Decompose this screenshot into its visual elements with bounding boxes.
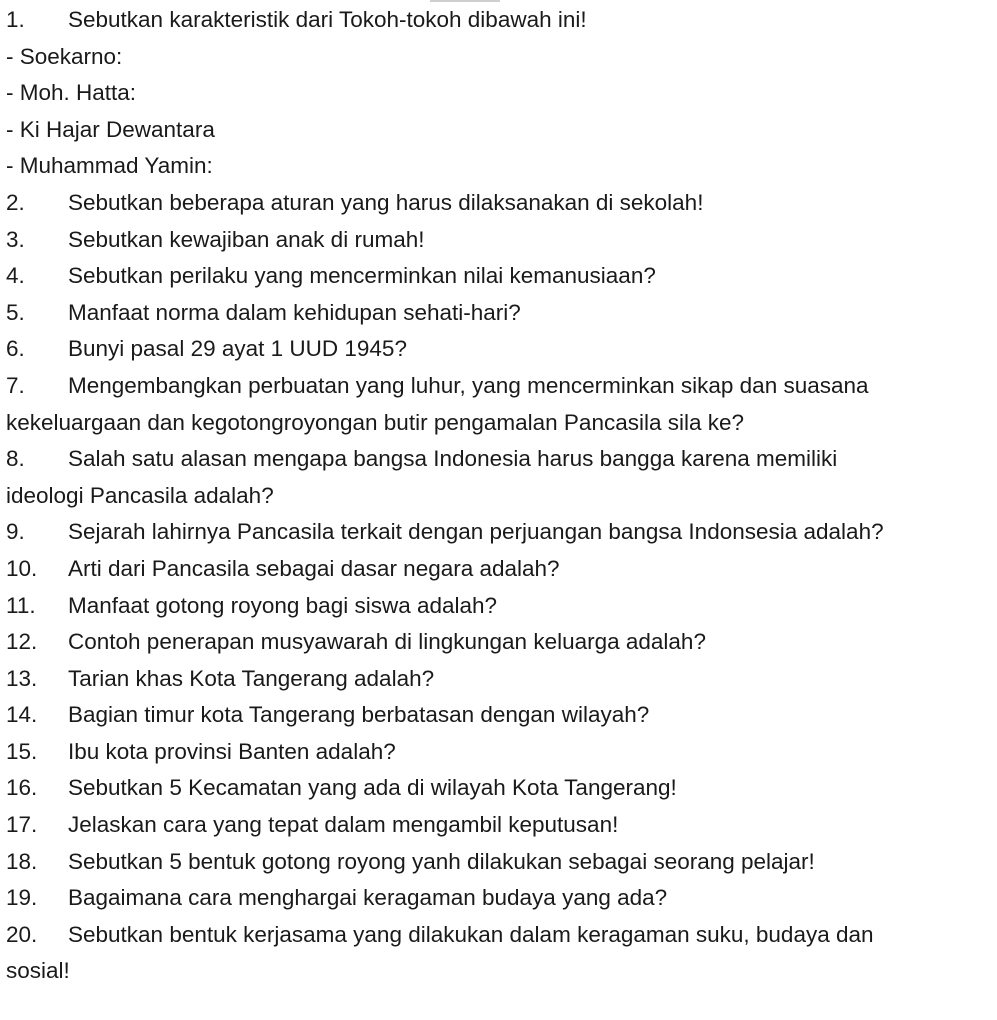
question-text: Sebutkan 5 Kecamatan yang ada di wilayah Kota Tangerang!	[68, 775, 677, 801]
question-6	[0, 331, 997, 368]
question-number: 2.	[6, 189, 25, 215]
question-text: Jelaskan cara yang tepat dalam mengambil keputusan!	[68, 812, 619, 838]
question-text: Manfaat norma dalam kehidupan sehati-hari?	[68, 299, 521, 325]
question-number: 11.	[6, 592, 36, 618]
question-number: 6.	[6, 336, 25, 362]
question-2	[0, 185, 997, 222]
question-20-continuation: sosial!	[6, 958, 70, 984]
question-number: 16.	[6, 775, 38, 801]
question-4	[0, 258, 997, 295]
figure-soekarno: - Soekarno:	[6, 43, 123, 69]
question-text: Tarian khas Kota Tangerang adalah?	[68, 665, 435, 691]
question-number: 5.	[6, 299, 25, 325]
question-18	[0, 844, 997, 881]
question-text: Sebutkan karakteristik dari Tokoh-tokoh dibawah ini!	[68, 7, 587, 32]
question-number: 4.	[6, 263, 25, 289]
question-text: Sebutkan bentuk kerjasama yang dilakukan dalam keragaman suku, budaya dan	[68, 921, 874, 947]
question-text: Sebutkan kewajiban anak di rumah!	[68, 226, 425, 252]
question-10	[0, 551, 997, 588]
question-sheet	[0, 2, 997, 990]
question-text: Contoh penerapan musyawarah di lingkungan keluarga adalah?	[68, 629, 706, 655]
question-text: Sebutkan beberapa aturan yang harus dilaksanakan di sekolah!	[68, 189, 704, 215]
question-number: 15.	[6, 738, 38, 764]
figure-ki-hajar-dewantara: - Ki Hajar Dewantara	[6, 116, 215, 142]
question-20	[0, 917, 997, 954]
question-number: 13.	[6, 665, 38, 691]
question-number: 20.	[6, 921, 38, 947]
question-15	[0, 734, 997, 771]
question-number: 10.	[6, 555, 38, 581]
question-11	[0, 588, 997, 625]
question-5	[0, 295, 997, 332]
question-number: 19.	[6, 885, 38, 911]
question-7-continuation: kekeluargaan dan kegotongroyongan butir pengamalan Pancasila sila ke?	[6, 409, 745, 435]
figure-muhammad-yamin: - Muhammad Yamin:	[6, 153, 213, 179]
question-8-continuation: ideologi Pancasila adalah?	[6, 482, 274, 508]
figure-moh-hatta: - Moh. Hatta:	[6, 80, 137, 106]
question-number: 18.	[6, 848, 38, 874]
question-16	[0, 770, 997, 807]
question-text: Ibu kota provinsi Banten adalah?	[68, 738, 396, 764]
question-number: 8.	[6, 446, 25, 472]
question-text: Bunyi pasal 29 ayat 1 UUD 1945?	[68, 336, 407, 362]
question-1	[0, 2, 997, 39]
question-number: 3.	[6, 226, 25, 252]
question-number: 12.	[6, 629, 38, 655]
question-17	[0, 807, 997, 844]
question-number: 9.	[6, 519, 25, 545]
question-number: 1.	[6, 7, 25, 32]
question-text: Sebutkan 5 bentuk gotong royong yanh dilakukan sebagai seorang pelajar!	[68, 848, 815, 874]
question-text: Mengembangkan perbuatan yang luhur, yang mencerminkan sikap dan suasana	[68, 372, 869, 398]
question-text: Bagaimana cara menghargai keragaman budaya yang ada?	[68, 885, 668, 911]
question-number: 7.	[6, 372, 25, 398]
question-19	[0, 880, 997, 917]
question-text: Bagian timur kota Tangerang berbatasan dengan wilayah?	[68, 702, 650, 728]
question-text: Salah satu alasan mengapa bangsa Indonesia harus bangga karena memiliki	[68, 446, 838, 472]
question-text: Sebutkan perilaku yang mencerminkan nilai kemanusiaan?	[68, 263, 656, 289]
question-14	[0, 697, 997, 734]
question-text: Sejarah lahirnya Pancasila terkait dengan perjuangan bangsa Indonsesia adalah?	[68, 519, 884, 545]
question-number: 14.	[6, 702, 38, 728]
question-7	[0, 368, 997, 405]
question-9	[0, 514, 997, 551]
question-13	[0, 661, 997, 698]
question-8	[0, 441, 997, 478]
question-number: 17.	[6, 812, 38, 838]
question-3	[0, 222, 997, 259]
question-text: Arti dari Pancasila sebagai dasar negara adalah?	[68, 555, 560, 581]
question-text: Manfaat gotong royong bagi siswa adalah?	[68, 592, 498, 618]
question-12	[0, 624, 997, 661]
